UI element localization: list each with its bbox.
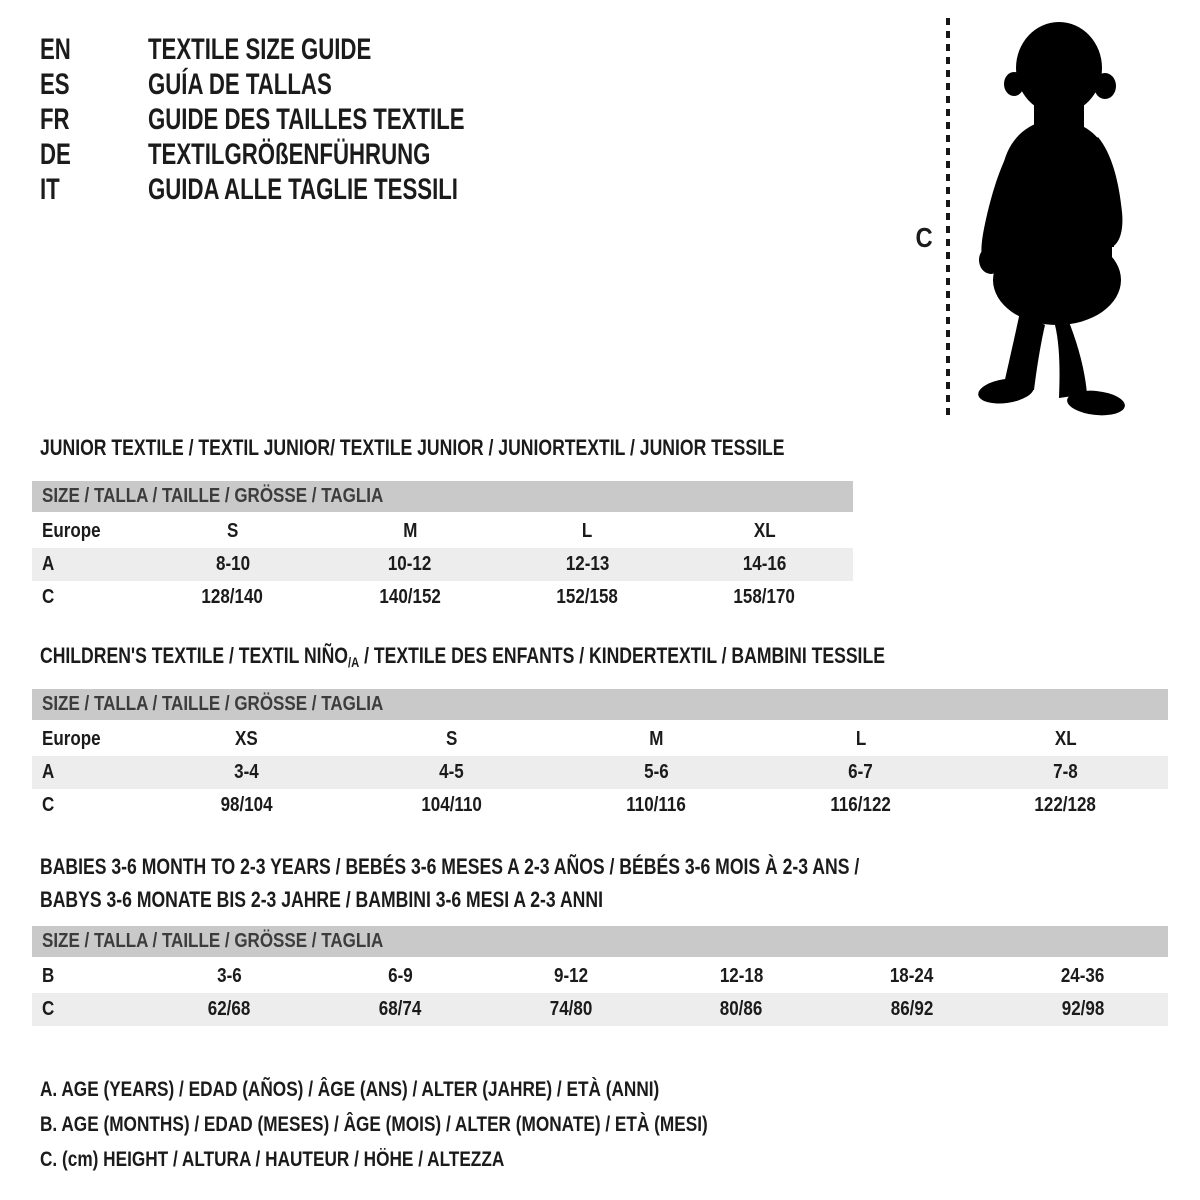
cell: 3-4 — [234, 761, 259, 783]
language-label: TEXTILGRÖßENFÜHRUNG — [148, 138, 431, 171]
cell: XS — [235, 728, 258, 750]
language-row — [40, 32, 576, 67]
cell: 86/92 — [890, 998, 934, 1020]
cell: 152/158 — [556, 586, 618, 608]
babies-size-table — [32, 926, 1168, 1026]
cell: L — [855, 728, 866, 750]
language-code: IT — [40, 173, 60, 206]
babies-section-title: BABIES 3-6 MONTH TO 2-3 YEARS / BEBÉS 3-6 MESES A 2-3 AÑOS / BÉBÉS 3-6 MOIS À 2-3 ANS / BABYS 3-6 MONATE BIS 2-3 JAHRE / BAMBINI 3-6 MESI A 2-3 ANNI — [40, 854, 860, 912]
language-label: TEXTILE SIZE GUIDE — [148, 33, 372, 66]
cell: 68/74 — [378, 998, 422, 1020]
cell: 140/152 — [379, 586, 441, 608]
cell: 62/68 — [208, 998, 251, 1020]
language-row — [40, 67, 576, 102]
height-dashed-line — [946, 18, 950, 418]
row-label: C — [42, 586, 55, 608]
cell: 8-10 — [215, 553, 250, 575]
cell: 128/140 — [201, 586, 264, 608]
cell: S — [226, 520, 239, 542]
legend-line-c: C. (cm) HEIGHT / ALTURA / HAUTEUR / HÖHE / ALTEZZA — [40, 1148, 505, 1171]
cell: 92/98 — [1061, 998, 1104, 1020]
junior-size-table — [32, 481, 853, 614]
cell: L — [581, 520, 593, 542]
cell: 10-12 — [388, 553, 432, 575]
measurement-legend — [40, 1072, 854, 1177]
cell: 74/80 — [549, 998, 592, 1020]
cell: 80/86 — [720, 998, 763, 1020]
legend-line-b: B. AGE (MONTHS) / EDAD (MESES) / ÂGE (MOIS) / ALTER (MONATE) / ETÀ (MESI) — [40, 1113, 708, 1136]
table-row — [32, 548, 853, 581]
children-section-title: CHILDREN'S TEXTILE / TEXTIL NIÑO/A / TEXTILE DES ENFANTS / KINDERTEXTIL / BAMBINI TESSILE — [40, 643, 885, 670]
language-label: GUÍA DE TALLAS — [148, 68, 332, 101]
cell: 4-5 — [438, 761, 464, 783]
junior-section-title: JUNIOR TEXTILE / TEXTIL JUNIOR/ TEXTILE JUNIOR / JUNIORTEXTIL / JUNIOR TESSILE — [40, 435, 785, 460]
cell: 24-36 — [1060, 965, 1105, 987]
row-label: B — [42, 965, 55, 987]
cell: M — [402, 520, 417, 542]
table-row — [32, 723, 1168, 756]
cell: 12-13 — [565, 553, 609, 575]
table-row — [32, 960, 1168, 993]
language-row — [40, 137, 576, 172]
table-row — [32, 993, 1168, 1026]
row-label: A — [42, 553, 55, 575]
language-code: ES — [40, 68, 70, 101]
language-row — [40, 172, 576, 207]
size-table-header: SIZE / TALLA / TAILLE / GRÖSSE / TAGLIA — [32, 926, 1168, 957]
cell: XL — [753, 520, 776, 542]
cell: 98/104 — [220, 794, 273, 816]
cell: M — [648, 728, 664, 750]
height-figure — [900, 14, 1150, 424]
cell: S — [445, 728, 457, 750]
language-row — [40, 102, 576, 137]
cell: 9-12 — [553, 965, 588, 987]
language-label: GUIDE DES TAILLES TEXTILE — [148, 103, 465, 136]
children-size-table — [32, 689, 1168, 822]
table-row — [32, 789, 1168, 822]
size-table-header: SIZE / TALLA / TAILLE / GRÖSSE / TAGLIA — [32, 481, 853, 512]
title-subscript: /A — [347, 654, 360, 670]
table-row — [32, 756, 1168, 789]
language-title-list — [40, 32, 576, 207]
table-row — [32, 581, 853, 614]
language-label: GUIDA ALLE TAGLIE TESSILI — [148, 173, 458, 206]
cell: 12-18 — [719, 965, 764, 987]
cell: 6-9 — [387, 965, 413, 987]
cell: XL — [1054, 728, 1077, 750]
cell: 116/122 — [830, 794, 892, 816]
toddler-silhouette-icon — [962, 22, 1142, 420]
row-label: C — [42, 998, 55, 1020]
cell: 18-24 — [890, 965, 934, 987]
cell: 14-16 — [742, 553, 787, 575]
row-label: Europe — [42, 520, 101, 542]
row-label: A — [42, 761, 55, 783]
cell: 158/170 — [733, 586, 796, 608]
cell: 3-6 — [217, 965, 242, 987]
cell: 122/128 — [1034, 794, 1097, 816]
language-code: DE — [40, 138, 71, 171]
cell: 104/110 — [420, 794, 482, 816]
language-code: FR — [40, 103, 70, 136]
row-label: Europe — [42, 728, 101, 750]
cell: 7-8 — [1053, 761, 1078, 783]
cell: 110/116 — [626, 794, 686, 816]
table-row — [32, 515, 853, 548]
cell: 5-6 — [643, 761, 669, 783]
height-measure-label: C — [915, 222, 933, 253]
language-code: EN — [40, 33, 71, 66]
cell: 6-7 — [848, 761, 874, 783]
size-table-header: SIZE / TALLA / TAILLE / GRÖSSE / TAGLIA — [32, 689, 1168, 720]
legend-line-a: A. AGE (YEARS) / EDAD (AÑOS) / ÂGE (ANS) / ALTER (JAHRE) / ETÀ (ANNI) — [40, 1078, 660, 1101]
row-label: C — [42, 794, 55, 816]
